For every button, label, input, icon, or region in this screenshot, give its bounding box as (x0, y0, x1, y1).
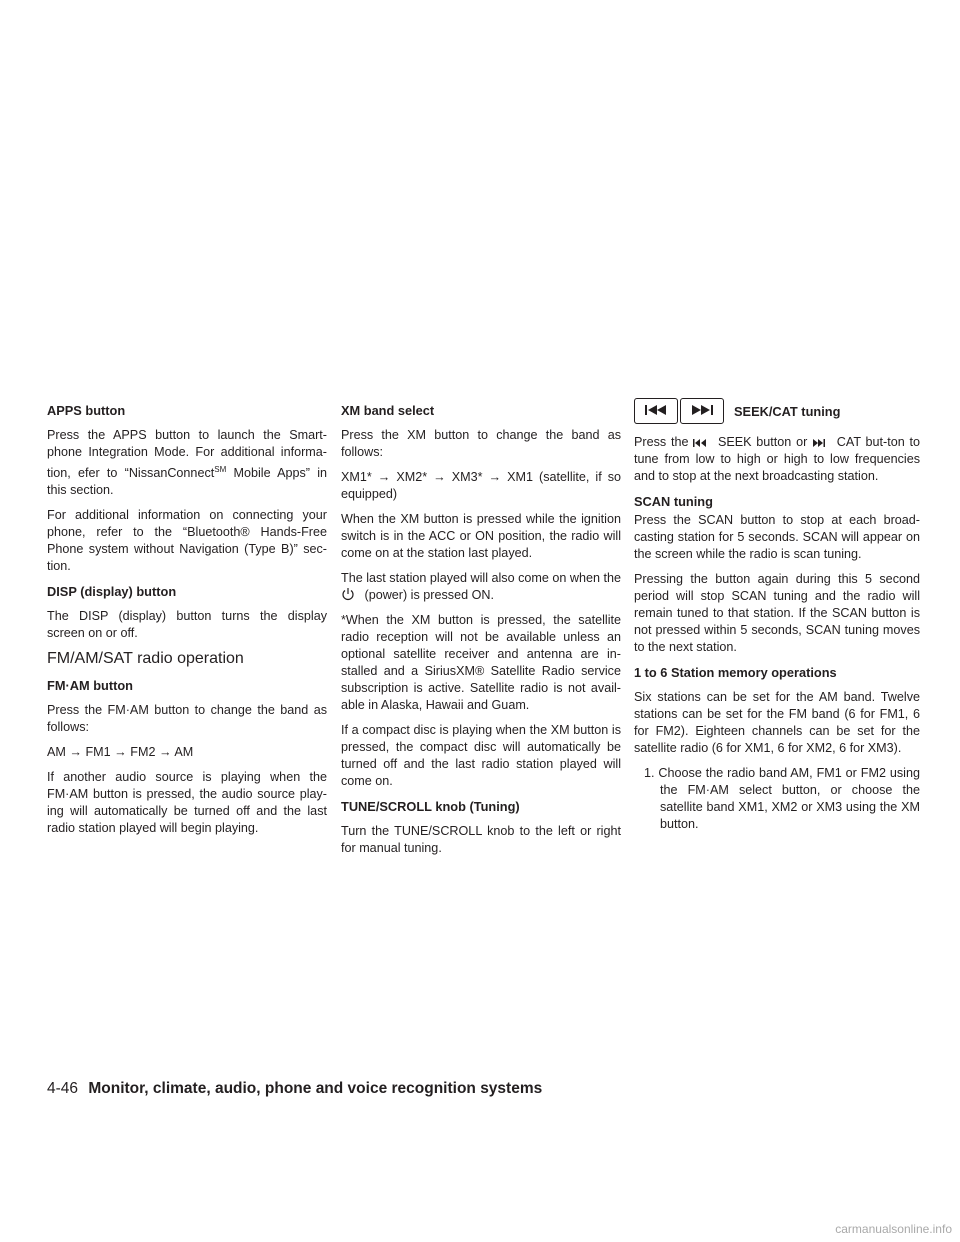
power-icon (341, 587, 361, 601)
column-left (47, 402, 327, 845)
cat-button-illustration (680, 398, 724, 424)
scan-tuning-heading: SCAN tuning (634, 494, 713, 509)
seek-text-a: Press the (634, 435, 689, 449)
apps-button-heading: APPS button (47, 403, 126, 418)
xm-paragraph-5: If a compact disc is playing when the XM button is pressed, the compact disc will automatically be turned off and the last radio station played will come on. (341, 723, 621, 788)
memory-list-item-1: 1. Choose the radio band AM, FM1 or FM2 using the FM·AM select button, or choose the satellite band XM1, XM2 or XM3 using the XM button. (644, 766, 920, 831)
column-right (634, 402, 920, 841)
seek-back-icon (643, 404, 669, 416)
scan-paragraph-1: Press the SCAN button to stop at each broad-casting station for 5 seconds. SCAN will appear on the screen while the radio is scan tuning. (634, 513, 920, 561)
page-footer (47, 1080, 542, 1098)
apps-paragraph-1 (47, 427, 327, 499)
seek-back-small-icon (693, 436, 713, 450)
watermark: carmanualsonline.info (835, 1222, 952, 1236)
disp-paragraph: The DISP (display) button turns the display screen on or off. (47, 609, 327, 641)
fmam-sequence: AM → FM1 → FM2 → AM (47, 745, 194, 760)
seek-text-b: SEEK button or (717, 435, 808, 449)
xm-p3-text-a: The last station played will also come on when the (341, 571, 622, 585)
scan-paragraph-2: Pressing the button again during this 5 second period will stop SCAN tuning and the radio will remain tuned to that station. If the SCAN button is not pressed within 5 seconds, SCAN tuning moves to the next station. (634, 572, 920, 654)
seek-text-c: CAT but-ton to tune from low to high or high to low frequencies and to stop at the next broadcasting station. (634, 435, 920, 483)
seek-paragraph (634, 434, 920, 485)
footer-title: Monitor, climate, audio, phone and voice recognition systems (88, 1080, 543, 1097)
xm-sequence: XM1* → XM2* → XM3* → XM1 (satellite, if so equipped) (341, 470, 621, 501)
disp-button-heading: DISP (display) button (47, 584, 177, 600)
column-middle (341, 402, 621, 865)
apps-paragraph-2: For additional information on connecting your phone, refer to the “Bluetooth® Hands-Free Phone system without Navigation (Type B)” sec-tion. (47, 508, 327, 574)
seek-button-illustration (634, 398, 678, 424)
page-number: 4-46 (47, 1080, 79, 1097)
tune-scroll-heading: TUNE/SCROLL knob (Tuning) (341, 799, 520, 814)
apps-text-b: Mobile Apps” in this section. (47, 466, 327, 498)
fmam-button-heading: FM·AM button (47, 678, 133, 694)
sm-superscript: SM (214, 465, 227, 474)
seek-cat-heading: SEEK/CAT tuning (734, 403, 841, 419)
xm-paragraph-3 (341, 570, 621, 604)
seek-cat-header (634, 398, 920, 424)
memory-paragraph: Six stations can be set for the AM band. Twelve stations can be set for the FM band (6 for FM1, 6 for FM2). Eighteen channels can be set for the satellite radio (6 for XM1, 6 for XM2, 6 for XM3). (634, 690, 920, 755)
apps-text-a: Press the APPS button to launch the Smart-phone Integration Mode. For additional informa-tion, efer to “NissanConnect (47, 428, 327, 481)
seek-forward-small-icon (812, 436, 832, 450)
xm-paragraph-4: *When the XM button is pressed, the satellite radio reception will not be available unless an optional satellite receiver and antenna are in-stalled and a SiriusXM® Satellite Radio service subscription is active. Satellite radio is not avail-able in Alaska, Hawaii and Guam. (341, 613, 621, 712)
xm-paragraph-2: When the XM button is pressed while the ignition switch is in the ACC or ON position, the radio will come on at the station last played. (341, 512, 621, 560)
xm-paragraph-1: Press the XM button to change the band as follows: (341, 428, 621, 459)
xm-p3-text-b: (power) is pressed ON. (364, 588, 494, 602)
fmam-paragraph-1: Press the FM·AM button to change the band as follows: (47, 703, 327, 735)
section-title: FM/AM/SAT radio operation (47, 650, 244, 668)
tune-paragraph: Turn the TUNE/SCROLL knob to the left or right for manual tuning. (341, 824, 621, 855)
seek-forward-icon (689, 404, 715, 416)
memory-operations-heading: 1 to 6 Station memory operations (634, 665, 837, 680)
xm-band-heading: XM band select (341, 403, 435, 418)
fmam-paragraph-2: If another audio source is playing when the FM·AM button is pressed, the audio source play-ing will automatically be turned off and the last radio station played will begin playing. (47, 770, 327, 836)
